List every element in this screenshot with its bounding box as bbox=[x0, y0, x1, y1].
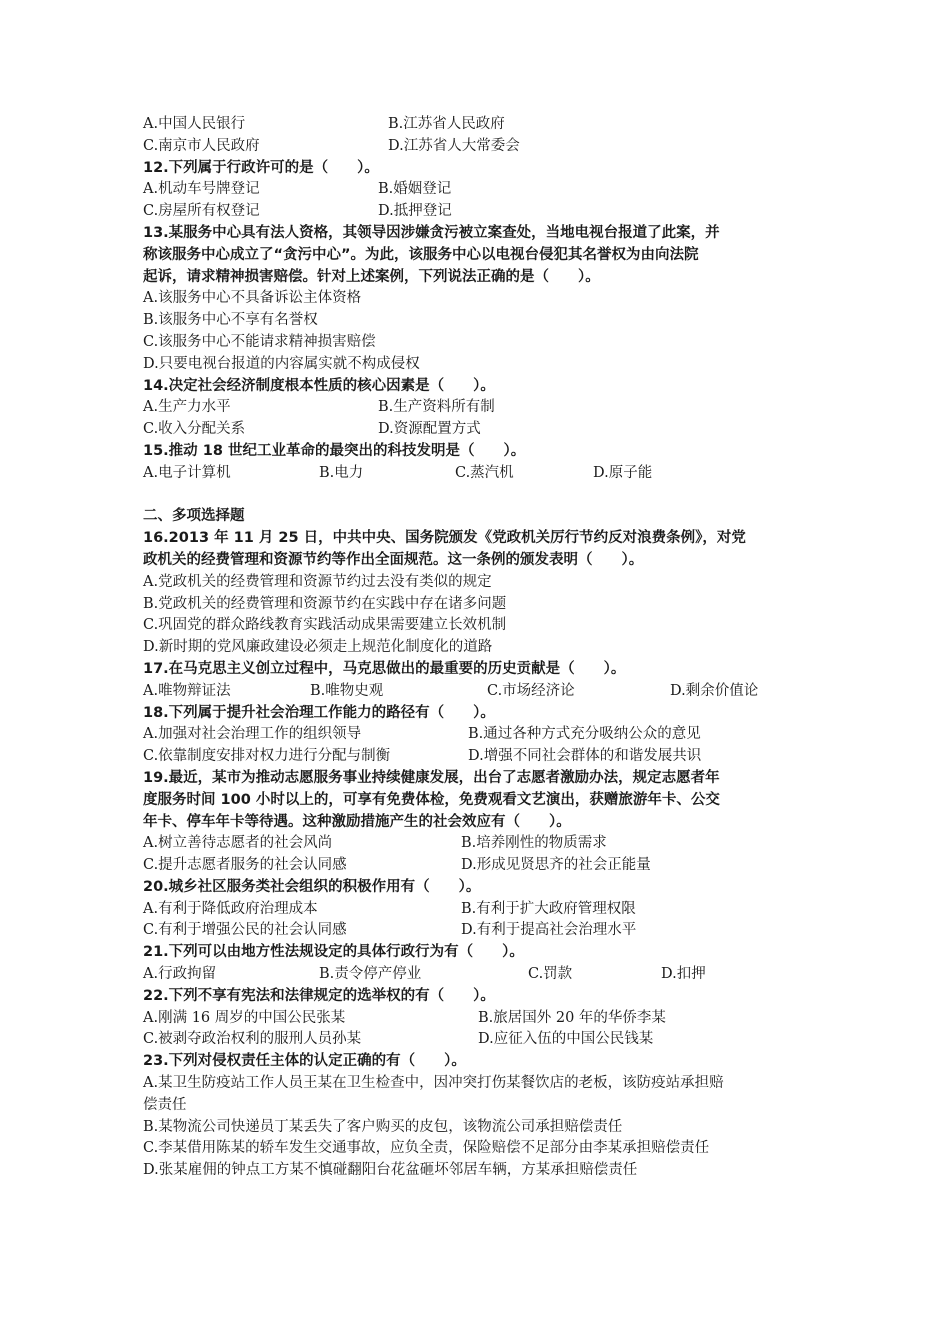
option-c: C.蒸汽机 bbox=[455, 464, 514, 481]
option-a: A.刚满 16 周岁的中国公民张某 bbox=[143, 1009, 346, 1026]
option-b: B.某物流公司快递员丁某丢失了客户购买的皮包，该物流公司承担赔偿责任 bbox=[143, 1118, 623, 1135]
question-13-stem-line-1: 13.某服务中心具有法人资格，其领导因涉嫌贪污被立案查处，当地电视台报道了此案，并 bbox=[143, 224, 720, 241]
option-row bbox=[143, 833, 823, 855]
option-d: D.剩余价值论 bbox=[670, 682, 759, 699]
question-12-stem: 12.下列属于行政许可的是（ ）。 bbox=[143, 159, 379, 176]
option-b: B.婚姻登记 bbox=[378, 181, 452, 198]
section-heading: 二、多项选择题 bbox=[143, 508, 245, 525]
question-13-stem-line-3: 起诉，请求精神损害赔偿。针对上述案例，下列说法正确的是（ ）。 bbox=[143, 268, 600, 285]
option-row bbox=[143, 136, 823, 158]
question-19-stem-line-1: 19.最近，某市为推动志愿服务事业持续健康发展，出台了志愿者激励办法，规定志愿者年 bbox=[143, 769, 720, 786]
question-18-stem: 18.下列属于提升社会治理工作能力的路径有（ ）。 bbox=[143, 704, 495, 721]
option-c: C.收入分配关系 bbox=[143, 421, 246, 438]
question-19-stem-line-2: 度服务时间 100 小时以上的，可享有免费体检，免费观看文艺演出，获赠旅游年卡、公交 bbox=[143, 791, 720, 808]
option-d: D.江苏省人大常委会 bbox=[388, 137, 520, 154]
option-a-line-1: A.某卫生防疫站工作人员王某在卫生检查中，因冲突打伤某餐饮店的老板，该防疫站承担赔 bbox=[143, 1075, 724, 1092]
option-c: C.罚款 bbox=[528, 966, 573, 983]
option-a: A.该服务中心不具备诉讼主体资格 bbox=[143, 290, 362, 307]
option-a: A.中国人民银行 bbox=[143, 116, 246, 132]
option-a: A.电子计算机 bbox=[143, 464, 231, 481]
question-16-stem-line-1: 16.2013 年 11 月 25 日，中共中央、国务院颁发《党政机关厉行节约反对浪费条例》，对党 bbox=[143, 530, 746, 547]
option-b: B.旅居国外 20 年的华侨李某 bbox=[478, 1009, 666, 1026]
option-b: B.培养刚性的物质需求 bbox=[461, 835, 607, 852]
option-row bbox=[143, 1008, 823, 1030]
option-d: D.张某雇佣的钟点工方某不慎碰翻阳台花盆砸坏邻居车辆，方某承担赔偿责任 bbox=[143, 1162, 638, 1179]
option-row bbox=[143, 201, 823, 223]
option-row bbox=[143, 179, 823, 201]
option-c: C.提升志愿者服务的社会认同感 bbox=[143, 857, 347, 874]
option-a: A.加强对社会治理工作的组织领导 bbox=[143, 726, 362, 743]
question-13-stem-line-2: 称该服务中心成立了“贪污中心”。为此，该服务中心以电视台侵犯其名誉权为由向法院 bbox=[143, 246, 699, 263]
option-d: D.形成见贤思齐的社会正能量 bbox=[461, 857, 651, 874]
option-b: B.电力 bbox=[319, 464, 364, 481]
option-row bbox=[143, 746, 823, 768]
option-d: D.资源配置方式 bbox=[378, 421, 481, 438]
option-b: B.江苏省人民政府 bbox=[388, 116, 505, 132]
question-20-stem: 20.城乡社区服务类社会组织的积极作用有（ ）。 bbox=[143, 878, 481, 895]
option-d: D.新时期的党风廉政建设必须走上规范化制度化的道路 bbox=[143, 639, 493, 656]
option-d: D.只要电视台报道的内容属实就不构成侵权 bbox=[143, 355, 420, 372]
option-a: A.行政拘留 bbox=[143, 966, 217, 983]
option-row bbox=[143, 1029, 823, 1051]
option-d: D.应征入伍的中国公民钱某 bbox=[478, 1031, 654, 1048]
option-a-line-2: 偿责任 bbox=[143, 1096, 187, 1113]
question-16-stem-line-2: 政机关的经费管理和资源节约等作出全面规范。这一条例的颁发表明（ ）。 bbox=[143, 551, 644, 568]
option-a: A.有利于降低政府治理成本 bbox=[143, 900, 318, 917]
question-15-stem: 15.推动 18 世纪工业革命的最突出的科技发明是（ ）。 bbox=[143, 442, 526, 459]
option-c: C.李某借用陈某的轿车发生交通事故，应负全责，保险赔偿不足部分由李某承担赔偿责任 bbox=[143, 1140, 710, 1157]
option-row bbox=[143, 397, 823, 419]
option-b: B.生产资料所有制 bbox=[378, 399, 495, 416]
option-c: C.被剥夺政治权利的服刑人员孙某 bbox=[143, 1031, 362, 1048]
option-b: B.有利于扩大政府管理权限 bbox=[461, 900, 636, 917]
option-c: C.市场经济论 bbox=[487, 682, 575, 699]
question-17-stem: 17.在马克思主义创立过程中，马克思做出的最重要的历史贡献是（ ）。 bbox=[143, 660, 626, 677]
option-b: B.通过各种方式充分吸纳公众的意见 bbox=[468, 726, 701, 743]
option-c: C.房屋所有权登记 bbox=[143, 203, 260, 220]
option-c: C.有利于增强公民的社会认同感 bbox=[143, 922, 347, 939]
option-a: A.生产力水平 bbox=[143, 399, 231, 416]
question-22-stem: 22.下列不享有宪法和法律规定的选举权的有（ ）。 bbox=[143, 987, 495, 1004]
option-d: D.原子能 bbox=[593, 464, 653, 481]
option-d: D.抵押登记 bbox=[378, 203, 452, 220]
option-a: A.树立善待志愿者的社会风尚 bbox=[143, 835, 333, 852]
exam-page bbox=[143, 114, 823, 1182]
option-a: A.唯物辩证法 bbox=[143, 682, 231, 699]
option-d: D.有利于提高社会治理水平 bbox=[461, 922, 637, 939]
option-c: C.依靠制度安排对权力进行分配与制衡 bbox=[143, 748, 391, 765]
option-a: A.机动车号牌登记 bbox=[143, 181, 260, 198]
option-row bbox=[143, 419, 823, 441]
question-21-stem: 21.下列可以由地方性法规设定的具体行政行为有（ ）。 bbox=[143, 944, 524, 961]
spacer bbox=[143, 485, 823, 507]
option-row bbox=[143, 920, 823, 942]
option-row bbox=[143, 899, 823, 921]
option-c: C.巩固党的群众路线教育实践活动成果需要建立长效机制 bbox=[143, 617, 507, 634]
option-row bbox=[143, 724, 823, 746]
option-row bbox=[143, 463, 823, 485]
option-row bbox=[143, 964, 823, 986]
option-a: A.党政机关的经费管理和资源节约过去没有类似的规定 bbox=[143, 573, 492, 590]
option-b: B.该服务中心不享有名誉权 bbox=[143, 312, 318, 329]
option-b: B.唯物史观 bbox=[310, 682, 384, 699]
option-row bbox=[143, 855, 823, 877]
option-row bbox=[143, 114, 823, 136]
option-b: B.党政机关的经费管理和资源节约在实践中存在诸多问题 bbox=[143, 595, 507, 612]
option-row bbox=[143, 681, 823, 703]
question-23-stem: 23.下列对侵权责任主体的认定正确的有（ ）。 bbox=[143, 1053, 466, 1070]
option-c: C.南京市人民政府 bbox=[143, 137, 260, 154]
option-c: C.该服务中心不能请求精神损害赔偿 bbox=[143, 333, 376, 350]
option-d: D.扣押 bbox=[661, 966, 706, 983]
question-14-stem: 14.决定社会经济制度根本性质的核心因素是（ ）。 bbox=[143, 377, 495, 394]
question-19-stem-line-3: 年卡、停车年卡等待遇。这种激励措施产生的社会效应有（ ）。 bbox=[143, 813, 571, 830]
option-d: D.增强不同社会群体的和谐发展共识 bbox=[468, 748, 702, 765]
option-b: B.责令停产停业 bbox=[319, 966, 422, 983]
